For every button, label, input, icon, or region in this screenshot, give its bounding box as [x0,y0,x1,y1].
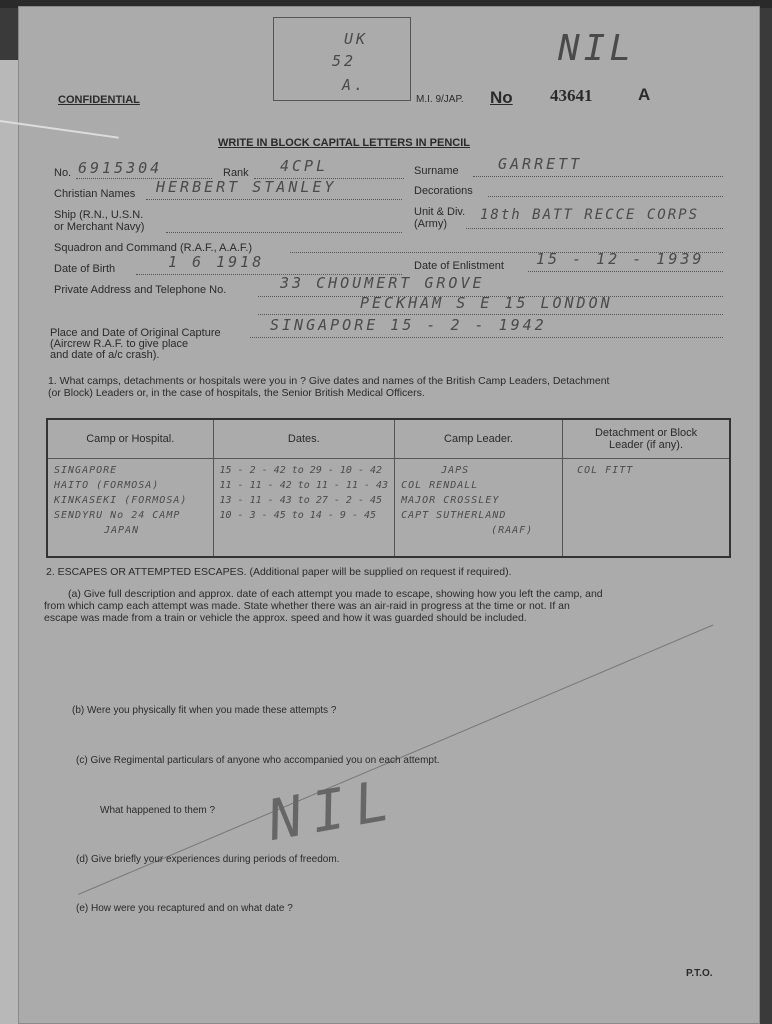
unit-label-2: (Army) [414,218,447,230]
nil-scrawl: NIL [263,767,404,854]
q2d: (d) Give briefly your experiences during periods of freedom. [76,854,340,865]
form-suffix: A [638,85,651,104]
camp-entry: KINKASEKI (FORMOSA) [54,495,188,506]
surname-label: Surname [414,165,459,177]
camps-cell [47,459,213,558]
christian-names-value: HERBERT STANLEY [156,178,337,196]
surname-line [473,176,723,177]
squadron-label: Squadron and Command (R.A.F., A.A.F.) [54,242,253,254]
q2a-line-2: from which camp each attempt was made. State whether there was an air-raid in progress at the time or not. If an [44,600,570,612]
unit-value: 18th BATT RECCE CORPS [480,207,700,223]
q2a-line-3: escape was made from a train or vehicle the approx. speed and how it was guarded should be included. [44,612,527,624]
no-label: No. [54,167,72,179]
decorations-line [488,196,723,197]
enlistment-line [528,271,723,272]
q1-line-2: (or Block) Leaders or, in the case of hospitals, the Senior British Medical Officers. [48,387,425,399]
leader-entry: CAPT SUTHERLAND [401,510,507,521]
rank-value: 4CPL [280,157,329,175]
camp-entry: SINGAPORE [54,465,118,476]
leader-entry: MAJOR CROSSLEY [401,495,500,506]
q2e: (e) How were you recaptured and on what date ? [76,903,293,914]
q2c: (c) Give Regimental particulars of anyone who accompanied you on each attempt. [76,755,440,766]
form-number: 43641 [550,86,593,105]
header-dates: Dates. [213,419,395,459]
pencil-instruction: WRITE IN BLOCK CAPITAL LETTERS IN PENCIL [218,137,470,149]
no-value: 6915304 [78,159,163,177]
receipt-stamp [273,17,411,101]
date-entry: 13 - 11 - 43 to 27 - 2 - 45 [219,495,383,506]
leaders-cell [395,459,563,558]
dob-label: Date of Birth [54,263,116,275]
camp-entry: HAITO (FORMOSA) [54,480,160,491]
enlistment-label: Date of Enlistment [414,260,504,272]
camp-entry: SENDYRU No 24 CAMP [54,510,181,521]
stamp-line-3: A. [342,76,367,94]
capture-line [250,337,723,338]
dob-value: 1 6 1918 [168,253,265,271]
address-label: Private Address and Telephone No. [54,284,227,296]
unit-label-1: Unit & Div. [414,206,466,218]
table-row [47,459,730,558]
leader-entry: (RAAF) [491,525,534,536]
nil-mark: NIL [558,28,636,69]
header-camp-leader: Camp Leader. [395,419,563,459]
ship-line [166,232,402,233]
ship-label-2: or Merchant Navy) [54,221,145,233]
tag-string [0,120,119,139]
header-block-leader: Detachment or Block Leader (if any). [563,419,730,459]
christian-names-line [146,199,402,200]
unit-line [466,228,723,229]
camp-entry: JAPAN [104,525,140,536]
confidential-label: CONFIDENTIAL [58,94,140,106]
camps-table [46,418,731,558]
rank-label: Rank [223,167,249,179]
q2c-followup: What happened to them ? [100,805,216,816]
stamp-line-1: UK [344,30,369,48]
surname-value: GARRETT [498,155,583,173]
dates-cell [213,459,395,558]
christian-names-label: Christian Names [54,188,136,200]
pto-label: P.T.O. [686,968,713,979]
number-prefix: No [490,88,513,107]
q1-line-1: 1. What camps, detachments or hospitals were you in ? Give dates and names of the British Camp Leaders, Detachment [48,375,610,387]
leader-entry: JAPS [441,465,470,476]
address-value-1: 33 CHOUMERT GROVE [280,274,485,292]
q2-title: 2. ESCAPES OR ATTEMPTED ESCAPES. (Additional paper will be supplied on request if required). [46,566,512,578]
stamp-line-2: 52 [332,52,357,70]
capture-value: SINGAPORE 15 - 2 - 1942 [270,316,547,334]
table-header-row [47,419,730,459]
date-entry: 15 - 2 - 42 to 29 - 10 - 42 [219,465,383,476]
form-code: M.I. 9/JAP. [416,94,464,105]
ship-label-1: Ship (R.N., U.S.N. [54,209,144,221]
q2a-line-1: (a) Give full description and approx. date of each attempt you made to escape, showing how you left the camp, and [68,588,603,600]
pow-questionnaire-page [18,6,760,1024]
q2b: (b) Were you physically fit when you made these attempts ? [72,705,337,716]
enlistment-value: 15 - 12 - 1939 [536,250,705,268]
capture-label-1: Place and Date of Original Capture [50,327,221,339]
block-leader-entry: COL FITT [577,465,634,476]
capture-label-3: and date of a/c crash). [50,349,160,361]
block-leaders-cell [563,459,730,558]
address-value-2: PECKHAM S E 15 LONDON [360,294,613,312]
header-camp: Camp or Hospital. [47,419,213,459]
date-entry: 10 - 3 - 45 to 14 - 9 - 45 [219,510,377,521]
address-line-2 [258,314,723,315]
leader-entry: COL RENDALL [401,480,479,491]
date-entry: 11 - 11 - 42 to 11 - 11 - 43 [219,480,389,491]
decorations-label: Decorations [414,185,473,197]
capture-label-2: (Aircrew R.A.F. to give place [50,338,189,350]
